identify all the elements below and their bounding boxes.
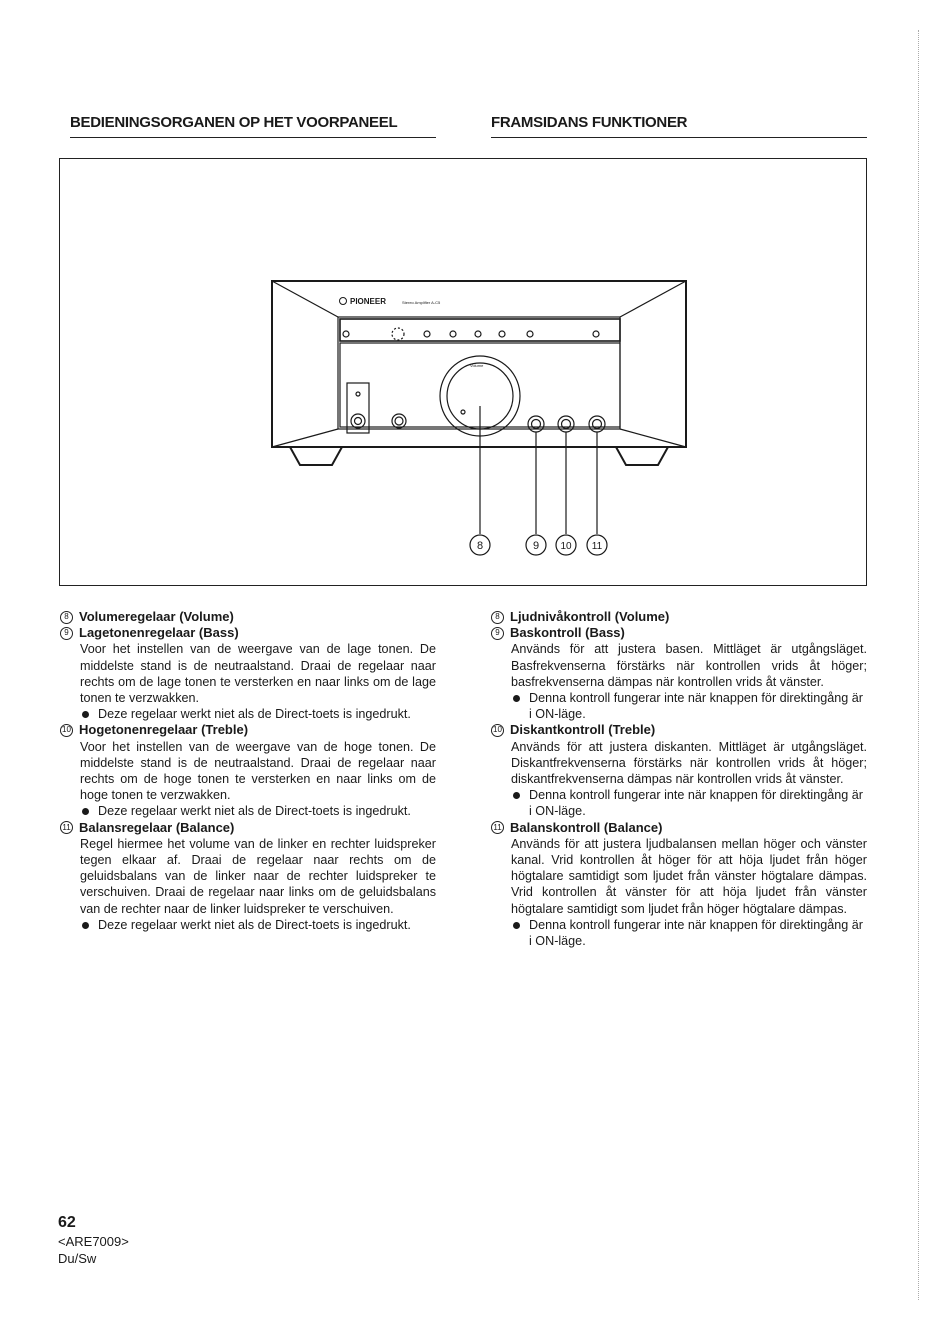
section-body: Voor het instellen van de weergave van de hoge tonen. De middelste stand is de neutraalstand. Draai de regelaar naar rechts om de hoge tonen te versterken en naar links om de hoge tonen te verzwakken. [80,739,436,803]
section-title: Diskantkontroll (Treble) [510,722,656,738]
section-title: Balanskontroll (Balance) [510,819,663,835]
dutch-column [60,609,436,933]
section-body: Används för att justera basen. Mittläget är utgångsläget. Basfrekvenserna förstärks när kontrollen vrids åt höger; basfrekvenserna dämpas när kontrollen vrids åt vänster. [511,642,867,689]
bullet-note: Deze regelaar werkt niet als de Direct-toets is ingedrukt. [60,706,436,722]
bullet-note: Deze regelaar werkt niet als de Direct-toets is ingedrukt. [60,803,436,819]
section-balance [491,820,867,836]
model-label: Stereo Amplifier A-C5 [402,300,441,305]
section-treble [60,722,436,738]
section-body: Används för att justera ljudbalansen mellan höger och vänster kanal. Vrid kontrollen åt höger för att höja ljudet från höger högtalare samtidigt som ljudet från vänster högtalare dämpas. Vrid kontrollen åt vänster för att höja ljudet från vänster högtalare samtidigt som ljudet från höger högtalare dämpas. [511,836,867,916]
margin-rule [918,30,919,1300]
language-code: Du/Sw [58,1251,97,1266]
number-9: 9 [60,627,73,640]
number-8: 8 [491,611,504,624]
header-swedish: FRAMSIDANS FUNKTIONER [491,114,867,138]
section-body: Regel hiermee het volume van de linker en rechter luidspreker tegen elkaar af. Draai de regelaar naar rechts om de geluidsbalans van de linker naar de rechter luidspreker te verschuiven. Draai de regelaar naar links om de geluidsbalans van de rechter naar de linker luidspreker te verschuiven. [80,836,436,916]
volume-knob-label: Volume [470,363,484,368]
header-dutch: BEDIENINGSORGANEN OP HET VOORPANEEL [70,114,436,138]
callout-8: 8 [476,540,484,552]
section-title: Volumeregelaar (Volume) [79,609,234,624]
section-bass [491,625,867,641]
bullet-note: Denna kontroll fungerar inte när knappen för direktingång är i ON-läge. [491,917,867,949]
amplifier-figure [59,158,867,586]
number-11: 11 [491,821,504,834]
number-10: 10 [491,724,504,737]
bullet-note: Denna kontroll fungerar inte när knappen för direktingång är i ON-läge. [491,787,867,819]
section-title: Ljudnivåkontroll (Volume) [510,609,670,624]
section-volume [491,609,867,625]
section-balance [60,820,436,836]
callout-9: 9 [532,540,540,552]
section-title: Hogetonenregelaar (Treble) [79,722,249,738]
swedish-column [491,609,867,949]
section-treble [491,722,867,738]
number-11: 11 [60,821,73,834]
amplifier-front-panel-illustration [60,159,866,585]
number-10: 10 [60,724,73,737]
section-volume [60,609,436,625]
page-footer [58,1214,129,1267]
section-title: Lagetonenregelaar (Bass) [79,625,239,641]
brand-logo: PIONEER [350,297,387,306]
bullet-note: Deze regelaar werkt niet als de Direct-toets is ingedrukt. [60,917,436,933]
callout-10: 10 [560,541,572,552]
bullet-note: Denna kontroll fungerar inte när knappen för direktingång är i ON-läge. [491,690,867,722]
document-code: <ARE7009> [58,1234,129,1249]
page-number: 62 [58,1214,76,1231]
section-title: Balansregelaar (Balance) [79,819,235,835]
section-title: Baskontroll (Bass) [510,625,625,641]
section-body: Voor het instellen van de weergave van de lage tonen. De middelste stand is de neutraalstand. Draai de regelaar naar rechts om de lage tonen te versterken en naar links om de lage tonen te verzwakken. [80,642,436,706]
callout-11: 11 [591,541,603,552]
section-body: Används för att justera diskanten. Mittläget är utgångsläget. Diskantfrekvenserna förstärks när kontrollen vrids åt höger; diskantfrekvenserna dämpas när kontrollen vrids åt vänster. [511,739,867,787]
number-8: 8 [60,611,73,624]
number-9: 9 [491,627,504,640]
section-bass [60,625,436,641]
